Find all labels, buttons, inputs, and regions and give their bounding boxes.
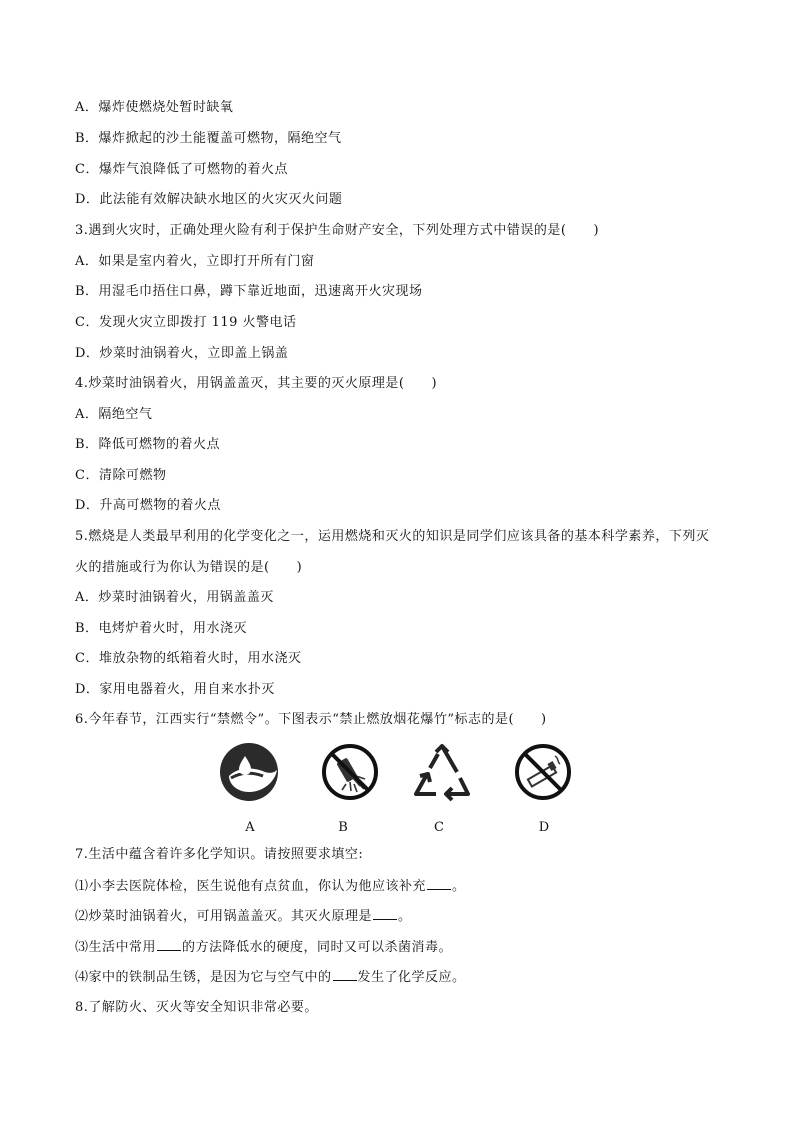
q5-option-d: D．家用电器着火，用自来水扑灭 [75,682,275,697]
option-label-b: B [338,820,348,835]
q7-item-4: ⑷家中的铁制品生锈，是因为它与空气中的 发生了化学反应。 [75,970,466,985]
water-saving-icon [219,742,279,802]
answer-blank[interactable] [373,907,397,920]
no-smoking-icon [513,742,573,802]
q5-option-c: C．堆放杂物的纸箱着火时，用水浇灭 [75,651,302,666]
q6-stem: 6.今年春节，江西实行“禁燃令”。下图表示“禁止燃放烟花爆竹”标志的是( ) [75,712,547,727]
q7-item-2: ⑵炒菜时油锅着火，可用锅盖盖灭。其灭火原理是 。 [75,909,412,924]
answer-blank[interactable] [333,968,357,981]
no-fireworks-icon [320,742,380,802]
q7-item-3: ⑶生活中常用 的方法降低水的硬度，同时又可以杀菌消毒。 [75,940,453,955]
q5-stem-line2: 火的措施或行为你认为错误的是( ) [75,560,303,575]
q7-item-1: ⑴小李去医院体检，医生说他有点贫血，你认为他应该补充 。 [75,879,466,894]
q2-option-d: D．此法能有效解决缺水地区的火灾灭火问题 [75,192,343,207]
q8-stem: 8.了解防火、灭火等安全知识非常必要。 [75,1000,318,1015]
q5-option-b: B．电烤炉着火时，用水浇灭 [75,621,248,636]
q5-stem-line1: 5.燃烧是人类最早利用的化学变化之一，运用燃烧和灭火的知识是同学们应该具备的基本科学素养，下列灭 [75,529,710,544]
q4-option-b: B．降低可燃物的着火点 [75,437,221,452]
q4-option-a: A．隔绝空气 [75,407,153,422]
q4-stem: 4.炒菜时油锅着火，用锅盖盖灭，其主要的灭火原理是( ) [75,376,438,391]
q2-option-b: B．爆炸掀起的沙土能覆盖可燃物，隔绝空气 [75,131,342,146]
answer-blank[interactable] [427,877,451,890]
q3-option-a: A．如果是室内着火，立即打开所有门窗 [75,254,315,269]
q3-option-c: C．发现火灾立即拨打 119 火警电话 [75,315,297,330]
q3-option-b: B．用湿毛巾捂住口鼻，蹲下靠近地面，迅速离开火灾现场 [75,284,423,299]
q3-stem: 3.遇到火灾时，正确处理火险有利于保护生命财产安全，下列处理方式中错误的是( ) [75,223,600,238]
q4-option-d: D．升高可燃物的着火点 [75,498,221,513]
q3-option-d: D．炒菜时油锅着火，立即盖上锅盖 [75,346,289,361]
recycle-icon [412,742,472,802]
option-label-c: C [434,820,444,835]
q2-option-c: C．爆炸气浪降低了可燃物的着火点 [75,162,288,177]
q4-option-c: C．清除可燃物 [75,468,167,483]
q7-stem: 7.生活中蕴含着许多化学知识。请按照要求填空: [75,847,364,862]
answer-blank[interactable] [157,938,181,951]
option-label-d: D [538,820,550,835]
option-label-a: A [245,820,255,835]
q5-option-a: A．炒菜时油锅着火，用锅盖盖灭 [75,590,274,605]
q2-option-a: A．爆炸使燃烧处暂时缺氧 [75,100,234,115]
